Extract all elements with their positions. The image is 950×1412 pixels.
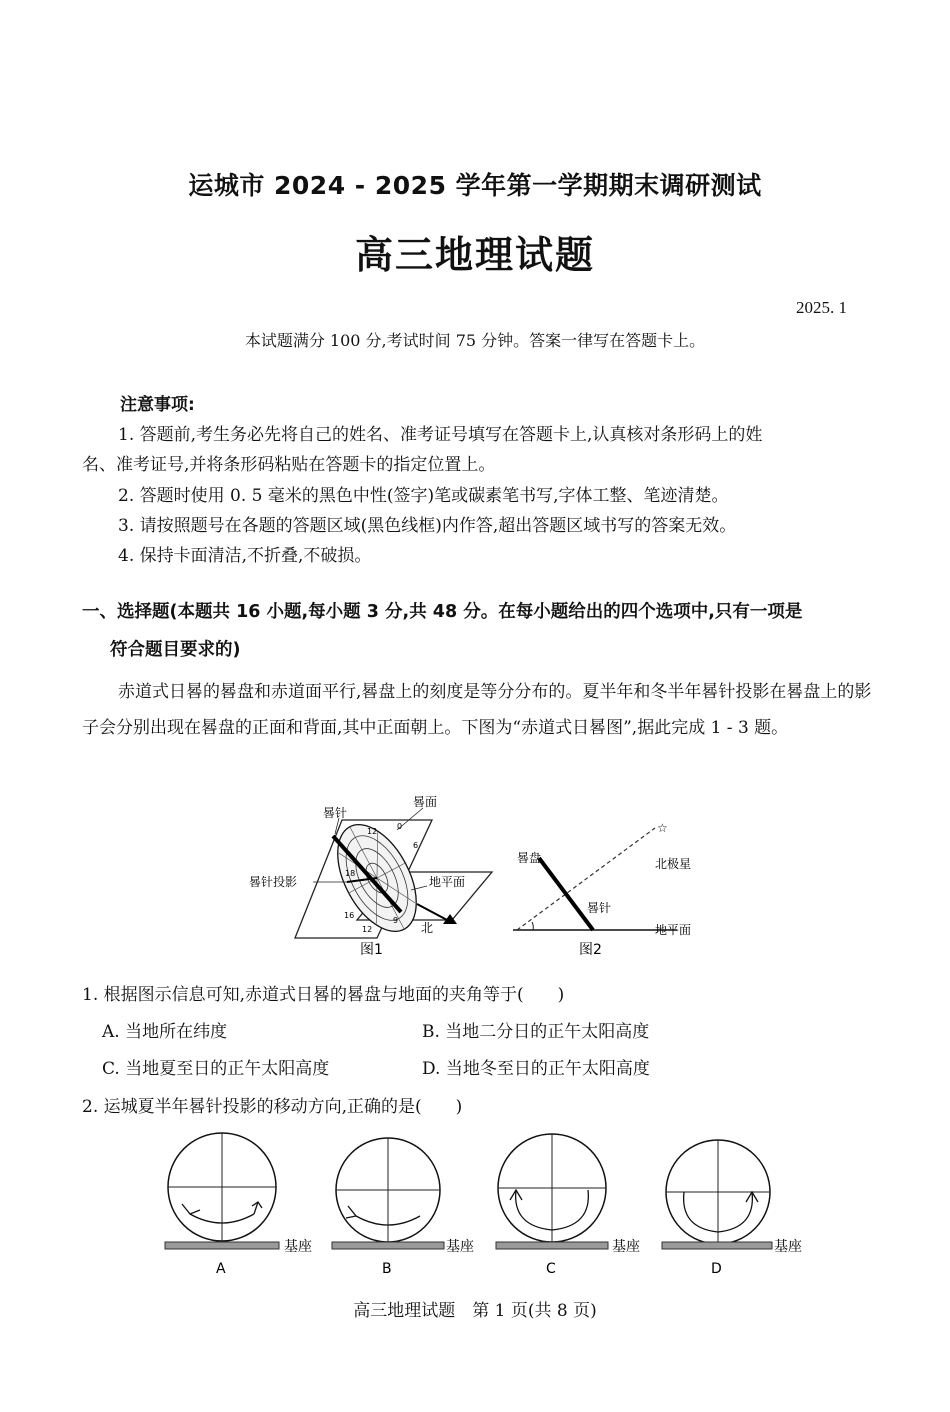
question-1-option-c: C. 当地夏至日的正午太阳高度: [102, 1059, 330, 1079]
notice-item-2: 2. 答题时使用 0. 5 毫米的黑色中性(签字)笔或碳素笔书写,字体工整、笔迹清楚。: [118, 486, 729, 506]
question-1-option-d: D. 当地冬至日的正午太阳高度: [422, 1059, 650, 1079]
base-label: 基座: [446, 1239, 474, 1255]
dial-number: 12: [362, 925, 373, 934]
option-d-diagram: [662, 1140, 802, 1277]
dial-number: 9: [393, 916, 399, 925]
page-footer: 高三地理试题 第 1 页(共 8 页): [353, 1301, 597, 1321]
figure-1: [249, 795, 492, 958]
dial-number: 12: [367, 827, 378, 836]
label-horizon-2: 地平面: [655, 923, 692, 937]
option-b-diagram: [332, 1138, 474, 1277]
base-label: 基座: [612, 1239, 640, 1255]
label-gnomon-2: 晷针: [587, 901, 612, 915]
question-1-stem: 1. 根据图示信息可知,赤道式日晷的晷盘与地面的夹角等于( ): [82, 985, 565, 1005]
exam-title: 运城市 2024 - 2025 学年第一学期期末调研测试: [188, 171, 762, 200]
option-label: D: [711, 1261, 722, 1277]
exam-intro: 本试题满分 100 分,考试时间 75 分钟。答案一律写在答题卡上。: [244, 331, 706, 350]
question-2-stem: 2. 运城夏半年晷针投影的移动方向,正确的是( ): [82, 1097, 463, 1117]
dial-number: 16: [344, 911, 355, 920]
question-1-option-b: B. 当地二分日的正午太阳高度: [422, 1022, 650, 1042]
base-label: 基座: [284, 1239, 312, 1255]
option-label: B: [382, 1261, 392, 1277]
label-polaris: 北极星: [655, 857, 692, 871]
question-1-option-a: A. 当地所在纬度: [102, 1022, 228, 1042]
section-heading-cont: 符合题目要求的): [110, 640, 241, 660]
notice-item-1-line-1: 1. 答题前,考生务必先将自己的姓名、准考证号填写在答题卡上,认真核对条形码上的姓: [118, 425, 763, 445]
exam-date: 2025. 1: [796, 298, 847, 317]
dial-number: 0: [397, 822, 403, 831]
dial-edge: [539, 858, 593, 930]
dial-number: 6: [413, 841, 419, 850]
label-gnomon-1: 晷针: [323, 806, 348, 820]
notice-heading: 注意事项:: [120, 395, 195, 415]
label-shadow: 晷针投影: [249, 875, 298, 889]
notice-item-1-line-2: 名、准考证号,并将条形码粘贴在答题卡的指定位置上。: [82, 455, 496, 475]
label-horizon-1: 地平面: [429, 875, 466, 889]
subject-title: 高三地理试题: [354, 232, 595, 277]
polaris-sightline: [517, 828, 655, 930]
option-label: A: [216, 1261, 226, 1277]
question-stem: 赤道式日晷的晷盘和赤道面平行,晷盘上的刻度是等分分布的。夏半年和冬半年晷针投影在晷盘上的影子会分别出现在晷盘的正面和背面,其中正面朝上。下图为“赤道式日晷图”,据此完成 1 - 3 题。: [82, 682, 872, 738]
notice-item-4: 4. 保持卡面清洁,不折叠,不破损。: [118, 546, 372, 566]
dial-number: 18: [345, 869, 356, 878]
section-heading: 一、选择题(本题共 16 小题,每小题 3 分,共 48 分。在每小题给出的四个选项中,只有一项是: [82, 602, 803, 622]
label-dial: 晷盘: [517, 851, 542, 865]
angle-arc: [532, 922, 533, 930]
polaris-star-icon: ☆: [657, 821, 668, 835]
caption-figure-2: 图2: [579, 942, 602, 958]
figure-2: [513, 821, 691, 958]
base-label: 基座: [774, 1239, 802, 1255]
option-a-diagram: [165, 1133, 312, 1277]
label-north: 北: [421, 921, 434, 935]
north-arrow: [417, 904, 449, 921]
caption-figure-1: 图1: [360, 942, 383, 958]
shadow-direction-figure: [160, 1130, 810, 1280]
option-label: C: [546, 1261, 556, 1277]
label-dial-face: 晷面: [413, 795, 438, 809]
sundial-figure: [247, 790, 707, 962]
option-c-diagram: [496, 1134, 640, 1277]
notice-item-3: 3. 请按照题号在各题的答题区域(黑色线框)内作答,超出答题区域书写的答案无效。: [118, 516, 737, 536]
